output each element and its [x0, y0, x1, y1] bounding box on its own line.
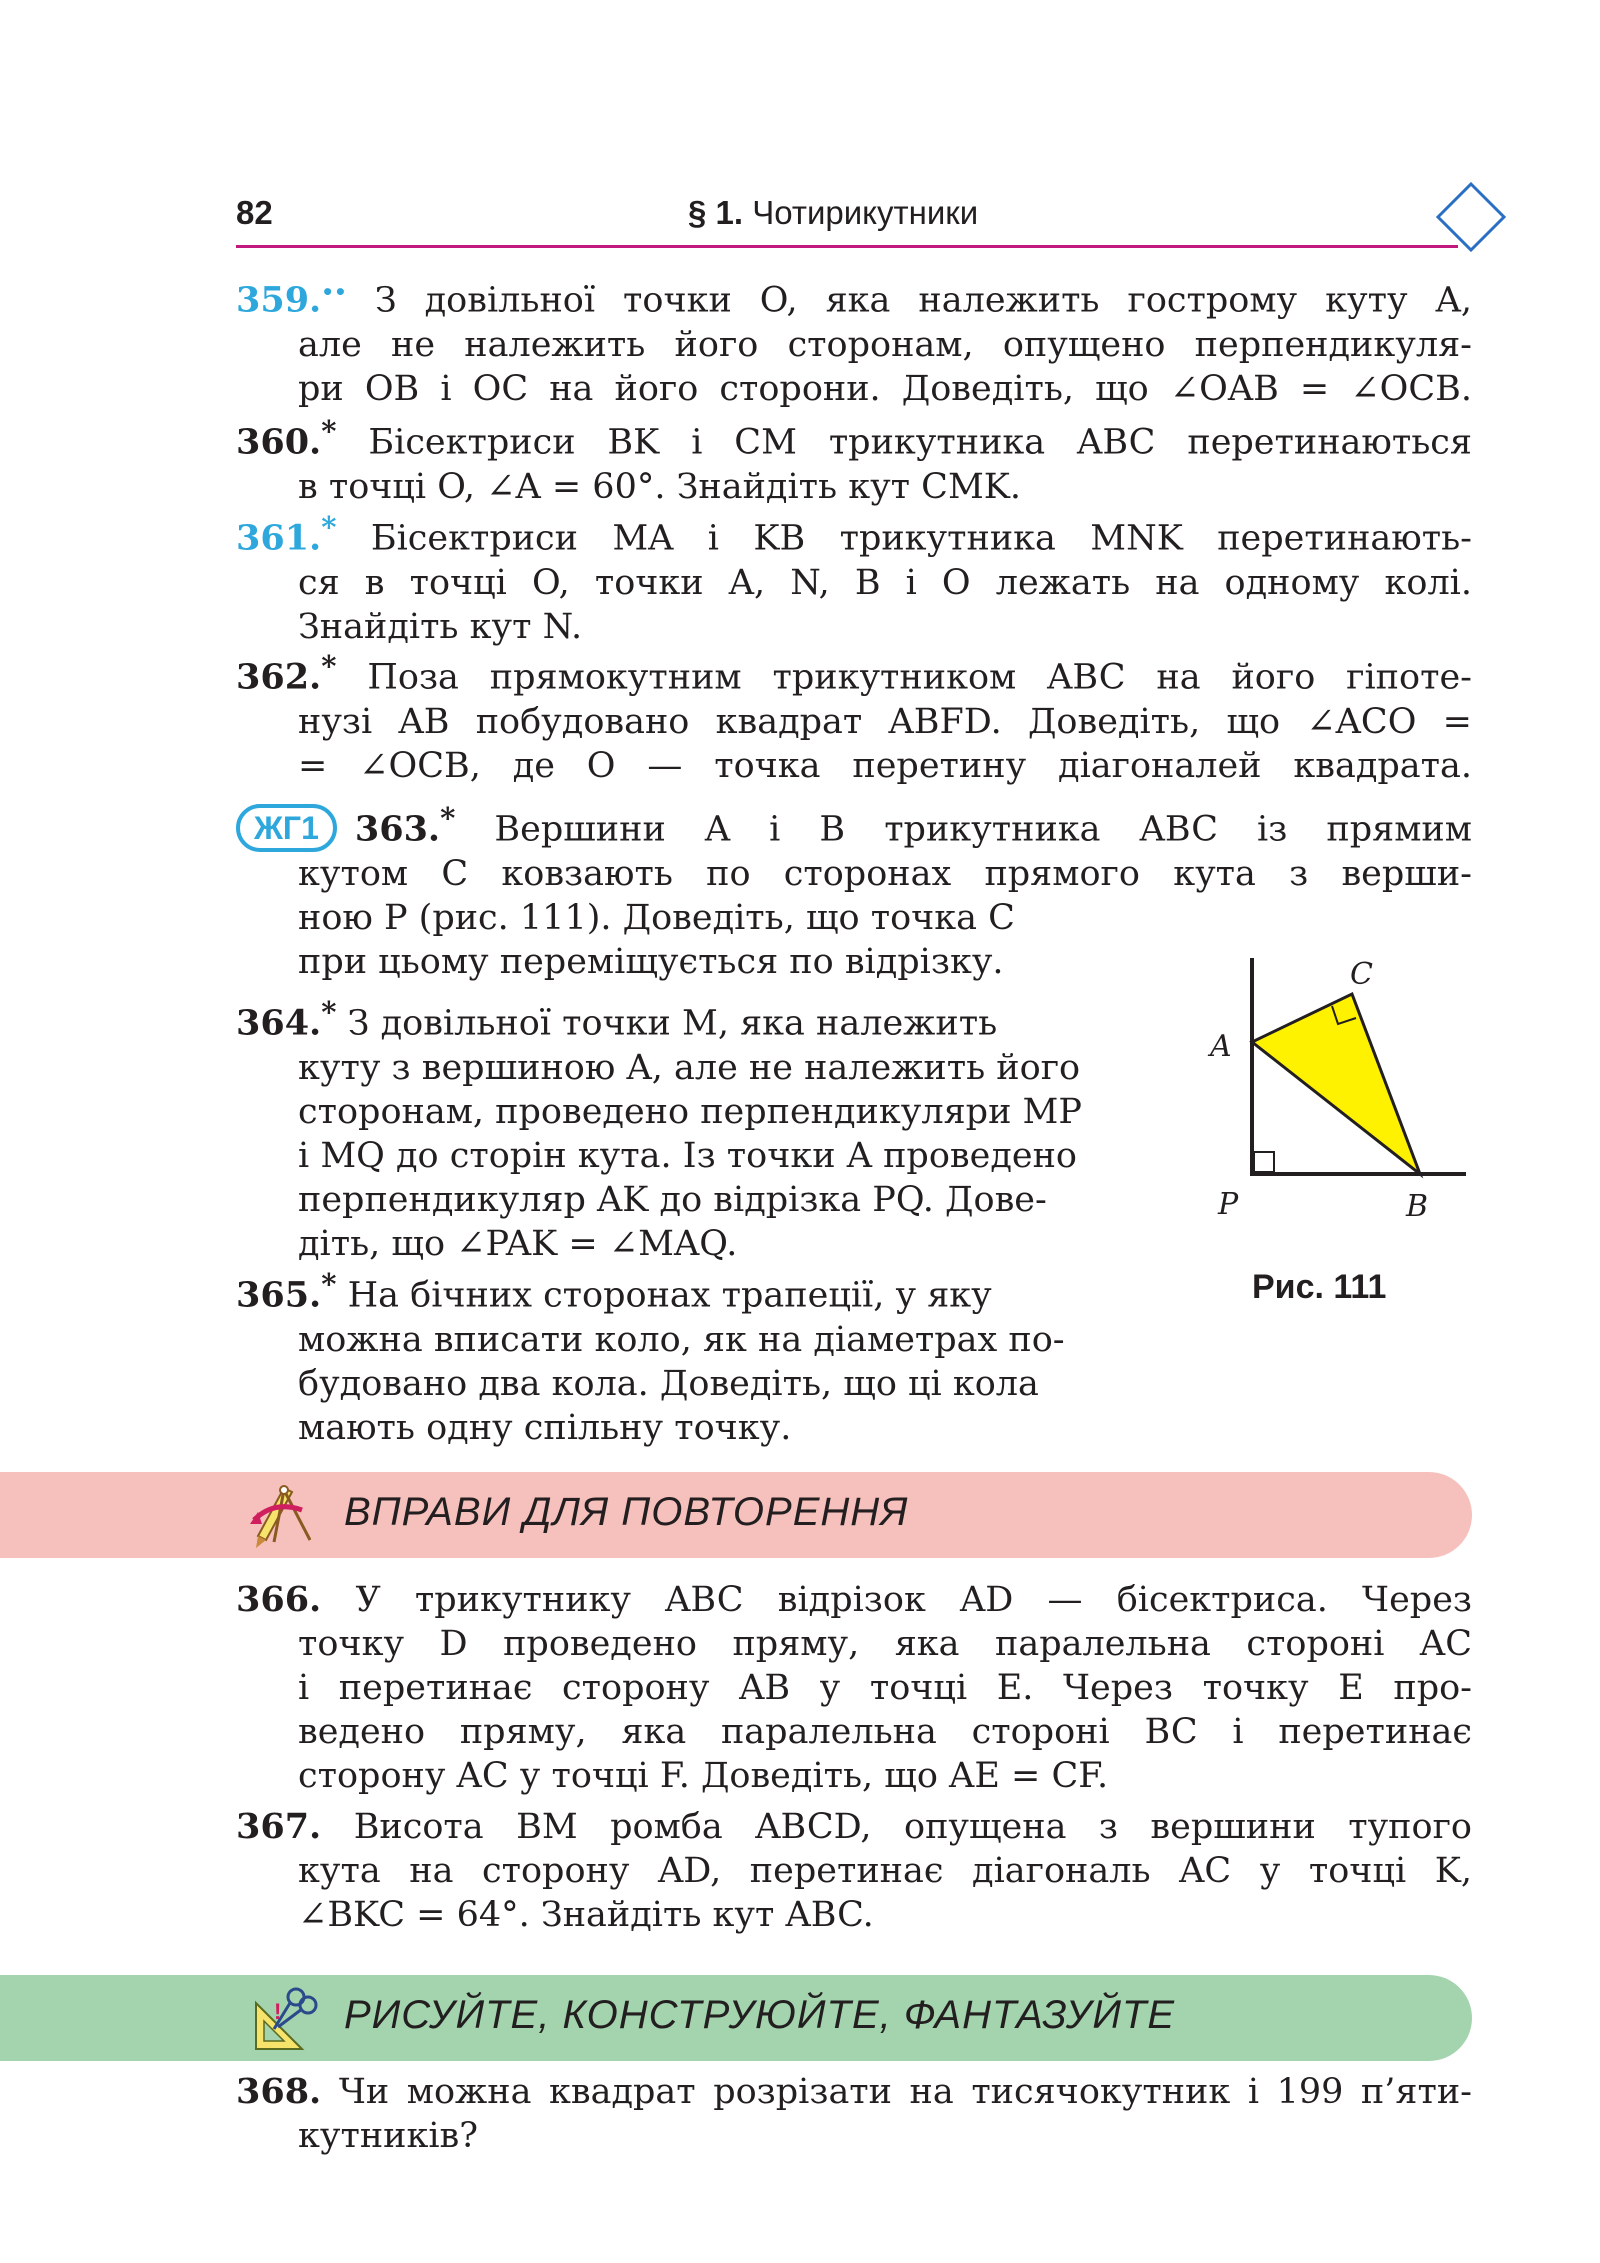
- creative-banner-title: РИСУЙТЕ, КОНСТРУЮЙТЕ, ФАНТАЗУЙТЕ: [344, 1993, 1176, 2037]
- problem-text-line: кута на сторону AD, перетинає діагональ AC у точці K,: [298, 1851, 1472, 1891]
- problem-number: 363.: [354, 808, 441, 850]
- problem-text-line: З довільної точки M, яка належить: [347, 1003, 998, 1044]
- problem-number: 367.: [236, 1806, 322, 1847]
- section-name: Чотирикутники: [752, 194, 979, 231]
- drawing-tools-icon: [244, 1983, 324, 2055]
- zhg1-badge: ЖГ1: [236, 804, 337, 852]
- problem-text-line: можна вписати коло, як на діаметрах по-: [298, 1319, 1065, 1360]
- label-a: A: [1210, 1029, 1232, 1064]
- section-number: § 1.: [688, 194, 744, 231]
- problem-text-line: Знайдіть кут N.: [298, 606, 583, 647]
- problem-367: [236, 1805, 1472, 1937]
- pencil-compass-icon: [244, 1480, 324, 1552]
- difficulty-mark: *: [321, 649, 337, 683]
- page-header: [236, 184, 1476, 244]
- problem-text-line: мають одну спільну точку.: [298, 1407, 792, 1448]
- difficulty-mark: *: [321, 1267, 337, 1301]
- problem-text-line: На бічних сторонах трапеції, у яку: [347, 1275, 992, 1316]
- problem-text-line: ся в точці O, точки A, N, B і O лежать на одному колі.: [298, 562, 1472, 603]
- problem-text-line: нузі AB побудовано квадрат ABFD. Доведіть, що ∠ACO =: [298, 701, 1472, 742]
- difficulty-mark: *: [440, 801, 456, 835]
- problem-text-line: діть, що ∠PAK = ∠MAQ.: [298, 1223, 738, 1264]
- problem-text-line: Чи можна квадрат розрізати на тисячокутник і 199 п’яти-: [338, 2072, 1472, 2112]
- page-number: 82: [236, 194, 273, 231]
- problem-text-line: і MQ до сторін кута. Із точки A проведено: [298, 1135, 1077, 1176]
- problem-text-line: кутників?: [298, 2116, 479, 2156]
- problem-text-line: сторону AC у точці F. Доведіть, що AE = CF.: [298, 1756, 1109, 1796]
- right-angle-mark-p: [1254, 1152, 1274, 1172]
- problem-text-line: ною P (рис. 111). Доведіть, що точка C: [298, 897, 1015, 938]
- creative-banner: [0, 1975, 1472, 2061]
- problem-number: 365.: [236, 1274, 322, 1316]
- problem-text-line: Бісектриси MA і KB трикутника MNK перетинають-: [370, 518, 1472, 559]
- problem-text-line: = ∠OCB, де O — точка перетину діагоналей квадрата.: [298, 745, 1472, 786]
- label-c: C: [1350, 958, 1373, 992]
- problem-text-line: ри OB і OC на його сторони. Доведіть, що ∠OAB = ∠OCB.: [298, 368, 1472, 409]
- problem-363: [236, 796, 1472, 984]
- problem-number: 360.: [236, 421, 322, 463]
- problem-359: [236, 270, 1472, 411]
- problem-text-line: кутом C ковзають по сторонах прямого кута з верши-: [298, 853, 1472, 894]
- problem-number: 368.: [236, 2071, 322, 2112]
- problem-text-line: точку D проведено пряму, яка паралельна стороні AC: [298, 1624, 1472, 1664]
- problem-text-line: Поза прямокутним трикутником ABC на його гіпоте-: [367, 657, 1472, 698]
- problem-text-line: Висота BM ромба ABCD, опущена з вершини тупого: [353, 1807, 1472, 1847]
- problem-362: [236, 644, 1472, 788]
- problem-number: 362.: [236, 656, 322, 698]
- problem-text-line: ∠BKC = 64°. Знайдіть кут ABC.: [298, 1895, 874, 1935]
- problem-text-line: і перетинає сторону AB у точці E. Через точку E про-: [298, 1668, 1472, 1708]
- difficulty-mark: *: [321, 995, 337, 1029]
- header-divider: [236, 245, 1458, 248]
- difficulty-mark: *: [321, 510, 337, 544]
- diamond-icon: [1434, 180, 1508, 254]
- section-title: [688, 194, 978, 232]
- problem-366: [236, 1578, 1472, 1798]
- problem-text-line: будовано два кола. Доведіть, що ці кола: [298, 1363, 1039, 1404]
- problem-number: 359.: [236, 279, 322, 321]
- problem-text-line: куту з вершиною A, але не належить його: [298, 1047, 1081, 1088]
- problem-text-line: при цьому переміщується по відрізку.: [298, 941, 1004, 982]
- review-banner: [0, 1472, 1472, 1558]
- problem-text-line: перпендикуляр AK до відрізка PQ. Дове-: [298, 1179, 1047, 1220]
- problem-number: 364.: [236, 1002, 322, 1044]
- problem-360: [236, 409, 1472, 509]
- problem-text-line: ведено пряму, яка паралельна стороні BC і перетинає: [298, 1712, 1472, 1752]
- review-banner-title: ВПРАВИ ДЛЯ ПОВТОРЕННЯ: [344, 1490, 909, 1534]
- problem-364: [236, 990, 1158, 1266]
- label-b: B: [1406, 1189, 1429, 1224]
- difficulty-mark: *: [321, 414, 337, 448]
- svg-text:!: !: [274, 1999, 282, 2024]
- problem-text-line: Бісектриси BK і CM трикутника ABC перетинаються: [368, 422, 1472, 463]
- problem-text-line: З довільної точки O, яка належить гострому куту A,: [374, 280, 1472, 321]
- label-p: P: [1218, 1187, 1239, 1222]
- problem-365: [236, 1262, 1158, 1450]
- figure-caption: Рис. 111: [1252, 1268, 1387, 1306]
- problem-number: 366.: [236, 1579, 322, 1620]
- problem-text-line: сторонам, проведено перпендикуляри MP: [298, 1091, 1082, 1132]
- problem-text-line: але не належить його сторонам, опущено перпендикуля-: [298, 324, 1472, 365]
- difficulty-mark: ••: [321, 280, 347, 304]
- problem-text-line: в точці O, ∠A = 60°. Знайдіть кут CMK.: [298, 466, 1022, 507]
- figure-111: [1204, 958, 1484, 1224]
- problem-text-line: Вершини A і B трикутника ABC із прямим: [494, 809, 1472, 850]
- problem-368: [236, 2070, 1472, 2158]
- problem-number: 361.: [236, 517, 322, 559]
- problem-361: [236, 505, 1472, 649]
- problem-text-line: У трикутнику ABC відрізок AD — бісектриса. Через: [355, 1580, 1472, 1620]
